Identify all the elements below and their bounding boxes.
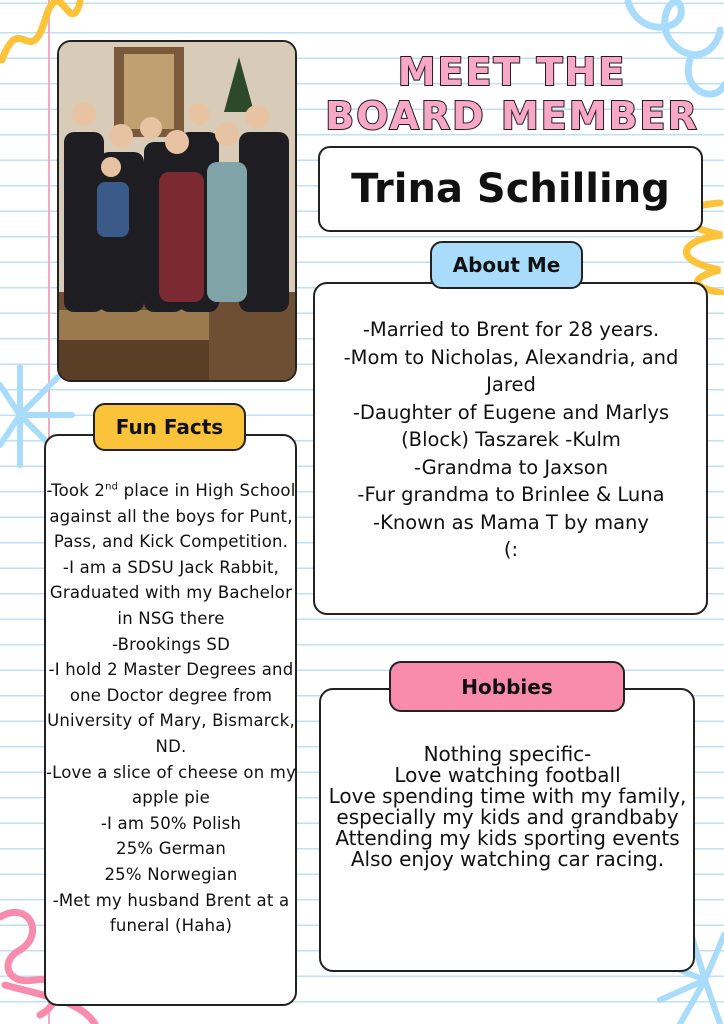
family-photo-icon — [59, 42, 297, 382]
fun-fact-text-pre: -Took 2 — [46, 481, 106, 500]
about-me-label: About Me — [430, 241, 583, 289]
fun-fact-item: -Met my husband Brent at a funeral (Haha) — [52, 890, 290, 936]
about-me-text — [316, 316, 706, 564]
fun-fact-item: -Love a slice of cheese on my apple pie — [45, 762, 297, 808]
heading-meet-the: MEET THE — [397, 50, 627, 94]
fun-fact-item: -I am a SDSU Jack Rabbit, Graduated with my Bachelor in NSG there — [49, 557, 293, 628]
fun-fact-item: 25% Norwegian — [104, 864, 238, 884]
hobby-item: Nothing specific- — [423, 742, 592, 766]
fun-fact-text-post: place in High School against all the boys for Punt, Pass, and Kick Competition. — [49, 481, 296, 552]
hobby-item: Also enjoy watching car racing. — [350, 847, 665, 871]
about-line: -Married to Brent for 28 years. — [362, 318, 660, 341]
hobby-item: Love spending time with my family, especially my kids and grandbaby — [328, 784, 687, 829]
fun-fact-superscript: nd — [105, 481, 119, 493]
hobbies-text — [320, 744, 695, 870]
fun-fact-item: -I am 50% Polish — [100, 813, 242, 833]
fun-facts-text — [45, 478, 297, 939]
family-photo — [57, 40, 297, 382]
about-line: -Fur grandma to Brinlee & Luna — [357, 483, 665, 506]
about-line: -Known as Mama T by many — [373, 510, 649, 534]
hobby-item: Attending my kids sporting events — [335, 826, 680, 850]
hobby-item: Love watching football — [394, 763, 621, 787]
about-line: -Mom to Nicholas, Alexandria, and Jared — [343, 345, 679, 396]
fun-facts-label: Fun Facts — [93, 403, 246, 451]
about-line: -Grandma to Jaxson — [413, 455, 609, 479]
about-line: -Daughter of Eugene and Marlys (Block) Taszarek -Kulm — [352, 400, 670, 451]
fun-fact-item: 25% German — [116, 839, 226, 859]
hobbies-label: Hobbies — [389, 661, 625, 712]
member-name: Trina Schilling — [318, 146, 703, 232]
heading-board-member: BOARD MEMBER — [325, 94, 699, 138]
fun-fact-item: -I hold 2 Master Degrees and one Doctor degree from University of Mary, Bismarck, ND. — [47, 660, 295, 756]
fun-fact-item — [45, 478, 297, 555]
fun-fact-item: -Brookings SD — [112, 634, 230, 654]
about-line: (: — [503, 538, 519, 561]
